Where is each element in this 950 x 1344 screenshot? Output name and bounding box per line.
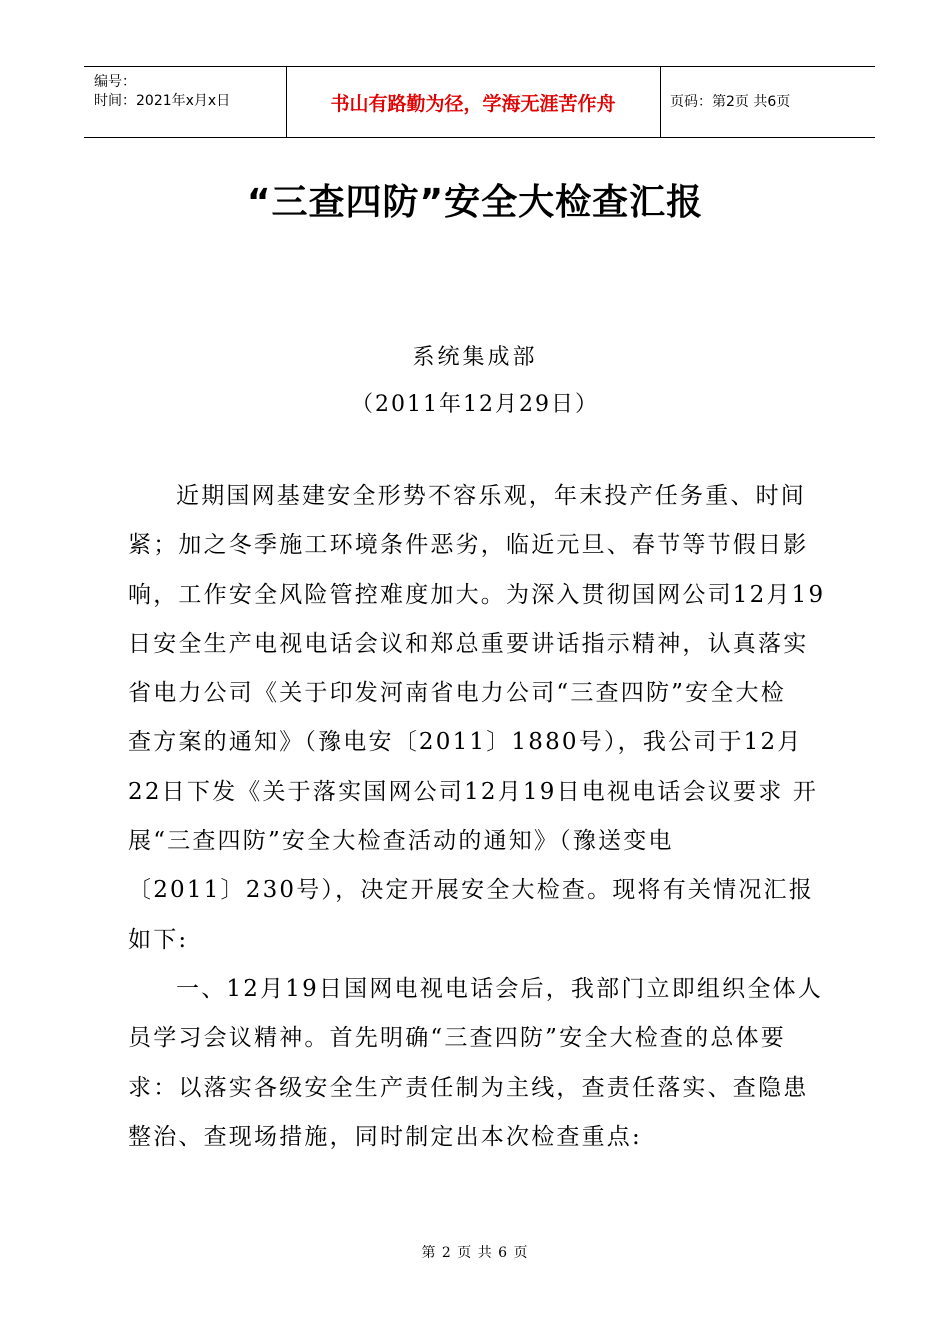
header-motto: 书山有路勤为径，学海无涯苦作舟 [330, 92, 616, 115]
body-line: 22日下发《关于落实国网公司12月19日电视电话会议要求 开 [128, 778, 819, 805]
department: 系统集成部 [412, 345, 538, 370]
body-line: 紧；加之冬季施工环境条件恶劣，临近元旦、春节等节假日影 [128, 532, 809, 559]
report-date: （2011年12月29日） [351, 392, 599, 417]
body-line: 如下: [128, 926, 189, 953]
body-line: 响，工作安全风险管控难度加大。为深入贯彻国网公司12月19 [128, 581, 826, 608]
body-line: 省电力公司《关于印发河南省电力公司“三查四防”安全大检 [128, 680, 786, 707]
body-line: 展“三查四防”安全大检查活动的通知》（豫送变电 [128, 828, 674, 855]
header-number: 编号： [94, 74, 136, 90]
body-line: 员学习会议精神。首先明确“三查四防”安全大检查的总体要 [128, 1025, 786, 1052]
header-divider [660, 67, 661, 137]
document-title: “三查四防”安全大检查汇报 [246, 182, 704, 223]
body-line: 查方案的通知》（豫电安〔2011〕1880号），我公司于12月 [128, 729, 803, 756]
body-line: 整治、查现场措施，同时制定出本次检查重点: [128, 1123, 642, 1150]
header-page-number: 页码：第2页 共6页 [670, 94, 791, 110]
header-table [84, 66, 875, 138]
page-footer: 第 2 页 共 6 页 [421, 1245, 529, 1261]
header-left-cell [94, 73, 230, 111]
body-line: 近期国网基建安全形势不容乐观，年末投产任务重、时间 [176, 483, 806, 509]
body-line: 日安全生产电视电话会议和郑总重要讲话指示精神，认真落实 [128, 630, 809, 657]
document-body [128, 472, 828, 1162]
header-time: 时间：2021年x月x日 [94, 93, 231, 109]
body-line: 求：以落实各级安全生产责任制为主线，查责任落实、查隐患 [128, 1074, 809, 1101]
body-line: 一、12月19日国网电视电话会后，我部门立即组织全体人 [176, 975, 823, 1002]
body-line: 〔2011〕230号），决定开展安全大检查。现将有关情况汇报 [128, 877, 814, 904]
